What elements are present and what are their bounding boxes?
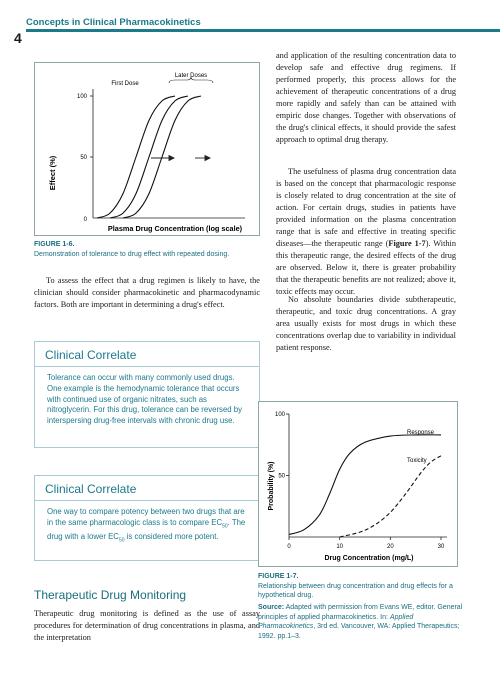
fig2-xlabel: Drug Concentration (mg/L) <box>324 555 414 562</box>
figure-1-7-reference: Figure 1-7 <box>388 239 426 248</box>
source-label: Source: <box>258 604 285 611</box>
fig2-ytick-label: 100 <box>274 412 285 418</box>
callout-body: Tolerance can occur with many commonly used drugs. One example is the hemodynamic tolerance that occurs with continued use of organic nitrates, such as nitroglycerin. For this drug, tolerance can be reversed by interspersing drug-free intervals with chronic drug use. <box>47 373 243 426</box>
callout2-sub2: 50 <box>118 537 125 544</box>
fig1-ytick-50: 50 <box>80 155 87 161</box>
figure-1-6-caption <box>34 240 264 259</box>
fig2-series-label-response: Response <box>407 430 435 436</box>
figure-1-7-source <box>258 603 464 641</box>
fig1-arrow-2 <box>195 156 210 161</box>
figure-1-6-caption-text: Demonstration of tolerance to drug effect with repeated dosing. <box>34 250 230 258</box>
fig1-ytick-0: 0 <box>83 217 87 223</box>
tolerance-chart <box>35 63 261 237</box>
figure-1-7-label: FIGURE 1-7. <box>258 573 299 580</box>
fig1-curve-3 <box>123 96 201 218</box>
right-paragraph-1: and application of the resulting concentration data to develop safe and effective drug regimens. If performed properly, this process allows for the achievement of therapeutic concentrations of a drug more rapidly and safely than can be attained with empiric dose changes. Together with observations of the drug's clinical effects, it should provide the safest approach to optimal drug therapy. <box>276 51 456 144</box>
source-text: Adapted with permission from Evans WE, editor. General principles of applied pharmacokinetics. In: <box>258 604 463 621</box>
figure-1-7 <box>258 401 458 567</box>
figure-1-6-label: FIGURE 1-6. <box>34 241 75 248</box>
callout2-body-post: is considered more potent. <box>124 532 219 542</box>
fig1-annotation-later-doses: Later Doses <box>174 73 208 79</box>
clinical-correlate-potency <box>34 475 260 561</box>
figure-1-7-caption <box>258 572 464 601</box>
fig2-ylabel: Probability (%) <box>268 461 275 511</box>
right-p2-pre: The usefulness of plasma drug concentration data is based on the concept that pharmacologic response is closely related to drug concentration at the site of action. For certain drugs, studies in patients have provided information on the plasma concentration range that is safe and effective in treating specific diseases—the therapeutic range ( <box>276 167 456 248</box>
callout2-sub1: 50 <box>222 523 228 530</box>
fig2-xtick-label: 30 <box>437 544 445 550</box>
section-heading: Therapeutic Drug Monitoring <box>34 588 187 602</box>
fig1-ytick-100: 100 <box>76 94 87 100</box>
figure-1-6 <box>34 62 260 236</box>
running-head: Concepts in Clinical Pharmacokinetics <box>26 17 201 28</box>
source-post: , 3rd ed. Vancouver, WA: Applied Therapeutics; 1992. pp.1–3. <box>258 623 460 640</box>
fig1-curve-2 <box>110 96 188 218</box>
fig2-toxicity-curve <box>340 456 441 537</box>
concentration-effect-chart <box>259 402 459 568</box>
left-paragraph: To assess the effect that a drug regimen is likely to have, the clinician should consider pharmacokinetic and pharmacodynamic factors. Both are important in determining a drug's effect. <box>34 276 260 309</box>
fig2-xtick-label: 10 <box>336 544 344 550</box>
tdm-paragraph: Therapeutic drug monitoring is defined as the use of assay procedures for determination of drug concentrations in plasma, and the interpretation <box>34 609 260 642</box>
fig1-annotation-first-dose: First Dose <box>111 81 139 87</box>
page-number: 4 <box>14 30 22 46</box>
fig2-ytick-label: 50 <box>278 473 285 480</box>
fig1-curve-1 <box>97 96 175 218</box>
callout2-body-pre: One way to compare potency between two drugs that are in the same pharmacologic class is to compare EC <box>47 507 245 527</box>
fig1-ylabel: Effect (%) <box>48 155 57 191</box>
right-paragraph-2 <box>276 166 456 298</box>
header-rule <box>26 29 500 32</box>
fig1-xlabel: Plasma Drug Concentration (log scale) <box>107 224 243 233</box>
right-paragraph-3: No absolute boundaries divide subtherapeutic, therapeutic, and toxic drug concentrations. A gray area usually exists for most drugs in which these concentrations overlap due to variability in individual patient response. <box>276 295 456 352</box>
fig2-response-curve <box>289 435 441 535</box>
fig2-xtick-label: 0 <box>287 544 291 550</box>
fig2-series-label-toxicity: Toxicity <box>407 458 427 464</box>
right-p2-post: ). Within this therapeutic range, the desired effects of the drug are observed. Below it, there is greater probability that the therapeutic benefits are not realized; above it, toxic effects may occur. <box>276 239 456 296</box>
source-title: Applied Pharmacokinetics <box>258 613 414 630</box>
clinical-correlate-tolerance <box>34 341 260 448</box>
figure-1-7-caption-text: Relationship between drug concentration and drug effects for a hypothetical drug. <box>258 582 453 599</box>
callout-title: Clinical Correlate <box>35 342 259 367</box>
fig2-xtick-label: 20 <box>386 544 394 550</box>
callout-title: Clinical Correlate <box>35 476 259 501</box>
callout2-body-mid: . The drug with a lower EC <box>47 517 246 542</box>
callout-body <box>35 501 259 554</box>
